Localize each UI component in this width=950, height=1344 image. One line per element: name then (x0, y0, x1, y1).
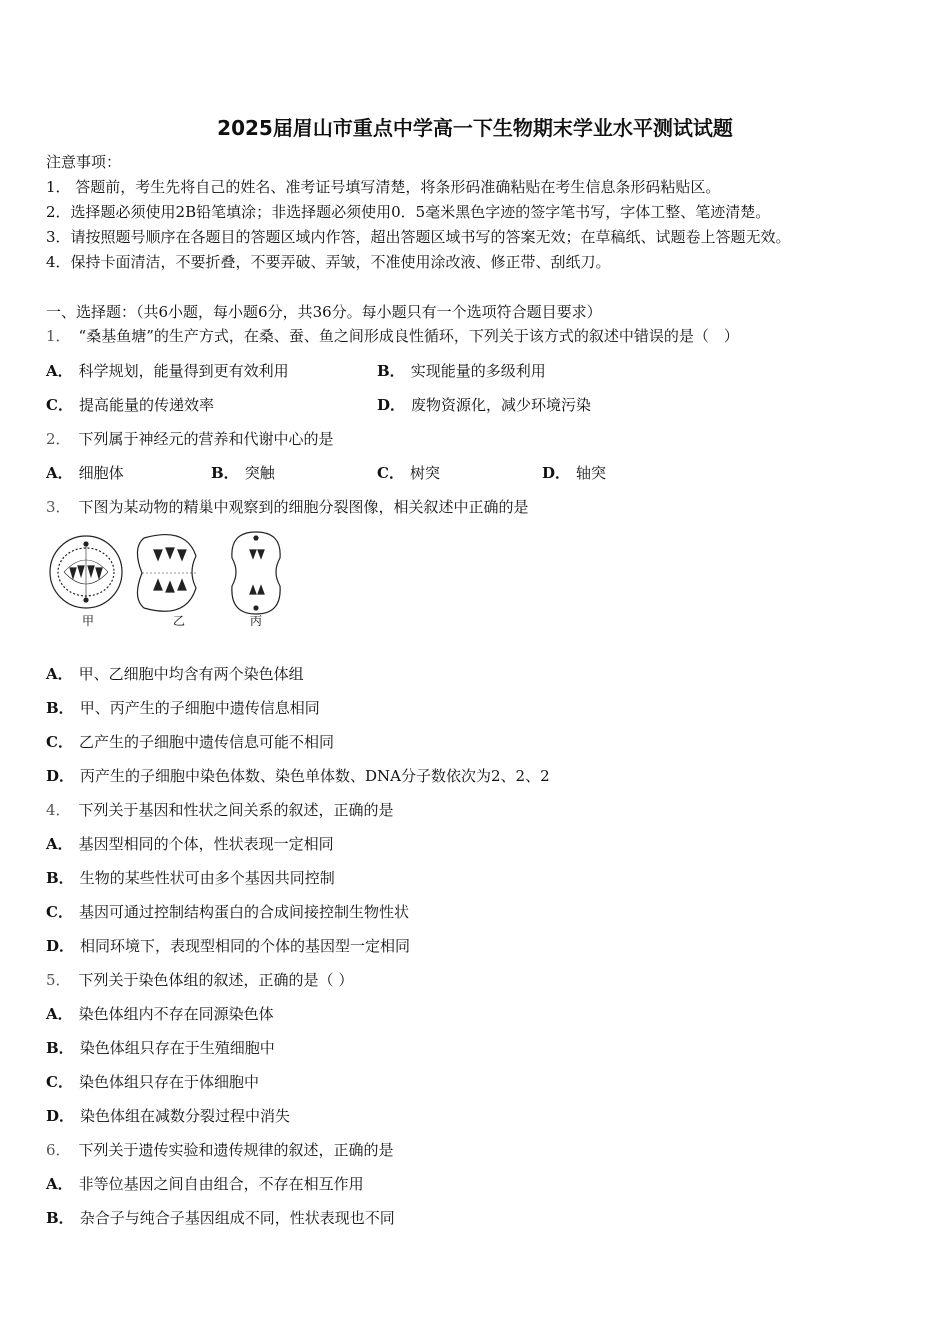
question-1-option-c: C． 提高能量的传递效率 (46, 396, 214, 414)
question-5-stem: 5． 下列关于染色体组的叙述，正确的是（ ） (46, 971, 354, 989)
notice-item-3: 3．请按照题号顺序在各题目的答题区域内作答，超出答题区域书写的答案无效；在草稿纸、试题卷上答题无效。 (46, 228, 791, 246)
question-6-option-a: A． 非等位基因之间自由组合，不存在相互作用 (46, 1175, 364, 1193)
question-4-option-c: C． 基因可通过控制结构蛋白的合成间接控制生物性状 (46, 903, 409, 921)
cell-bing (232, 532, 280, 614)
question-1-stem: 1． “桑基鱼塘”的生产方式，在桑、蚕、鱼之间形成良性循环，下列关于该方式的叙述中错误的是（ ） (46, 327, 739, 345)
section-heading: 一、选择题：（共6小题，每小题6分，共36分。每小题只有一个选项符合题目要求） (46, 303, 602, 321)
question-4-option-b: B． 生物的某些性状可由多个基因共同控制 (46, 869, 335, 887)
notice-item-2: 2．选择题必须使用2B铅笔填涂；非选择题必须使用0．5毫米黑色字迹的签字笔书写，字体工整、笔迹清楚。 (46, 203, 771, 221)
question-2-option-c: C． 树突 (377, 464, 440, 482)
question-2-option-a: A． 细胞体 (46, 464, 124, 482)
question-1-option-a: A． 科学规划，能量得到更有效利用 (46, 362, 289, 380)
question-2-option-d: D． 轴突 (542, 464, 607, 482)
notice-item-4: 4．保持卡面清洁，不要折叠，不要弄破、弄皱，不准使用涂改液、修正带、刮纸刀。 (46, 253, 611, 271)
notice-item-1: 1． 答题前，考生先将自己的姓名、准考证号填写清楚，将条形码准确粘贴在考生信息条形码粘贴区。 (46, 178, 721, 196)
question-2-option-b: B． 突触 (211, 464, 275, 482)
question-4-stem: 4． 下列关于基因和性状之间关系的叙述，正确的是 (46, 801, 394, 819)
question-2-stem: 2． 下列属于神经元的营养和代谢中心的是 (46, 430, 334, 448)
question-number: 1． (46, 327, 71, 345)
figure-label-yi: 乙 (173, 614, 186, 628)
question-3-option-a: A． 甲、乙细胞中均含有两个染色体组 (46, 665, 304, 683)
question-6-stem: 6． 下列关于遗传实验和遗传规律的叙述，正确的是 (46, 1141, 394, 1159)
question-5-option-d: D． 染色体组在减数分裂过程中消失 (46, 1107, 291, 1125)
question-5-option-b: B． 染色体组只存在于生殖细胞中 (46, 1039, 275, 1057)
page-title: 2025届眉山市重点中学高一下生物期末学业水平测试试题 (217, 116, 733, 140)
question-3-option-b: B． 甲、丙产生的子细胞中遗传信息相同 (46, 699, 320, 717)
question-1-option-d: D． 废物资源化，减少环境污染 (377, 396, 592, 414)
question-3-option-d: D． 丙产生的子细胞中染色体数、染色单体数、DNA分子数依次为2、2、2 (46, 767, 550, 785)
cell-jia (50, 536, 122, 608)
question-5-option-c: C． 染色体组只存在于体细胞中 (46, 1073, 259, 1091)
question-4-option-a: A． 基因型相同的个体，性状表现一定相同 (46, 835, 334, 853)
figure-label-jia: 甲 (82, 614, 95, 628)
question-4-option-d: D． 相同环境下，表现型相同的个体的基因型一定相同 (46, 937, 411, 955)
question-3-stem: 3． 下图为某动物的精巢中观察到的细胞分裂图像，相关叙述中正确的是 (46, 498, 529, 516)
question-1-option-b: B． 实现能量的多级利用 (377, 362, 546, 380)
question-5-option-a: A． 染色体组内不存在同源染色体 (46, 1005, 274, 1023)
question-6-option-b: B． 杂合子与纯合子基因组成不同，性状表现也不同 (46, 1209, 395, 1227)
question-3-option-c: C． 乙产生的子细胞中遗传信息可能不相同 (46, 733, 334, 751)
notice-heading: 注意事项： (46, 153, 122, 171)
figure-label-bing: 丙 (250, 614, 263, 628)
cell-yi (137, 535, 196, 612)
